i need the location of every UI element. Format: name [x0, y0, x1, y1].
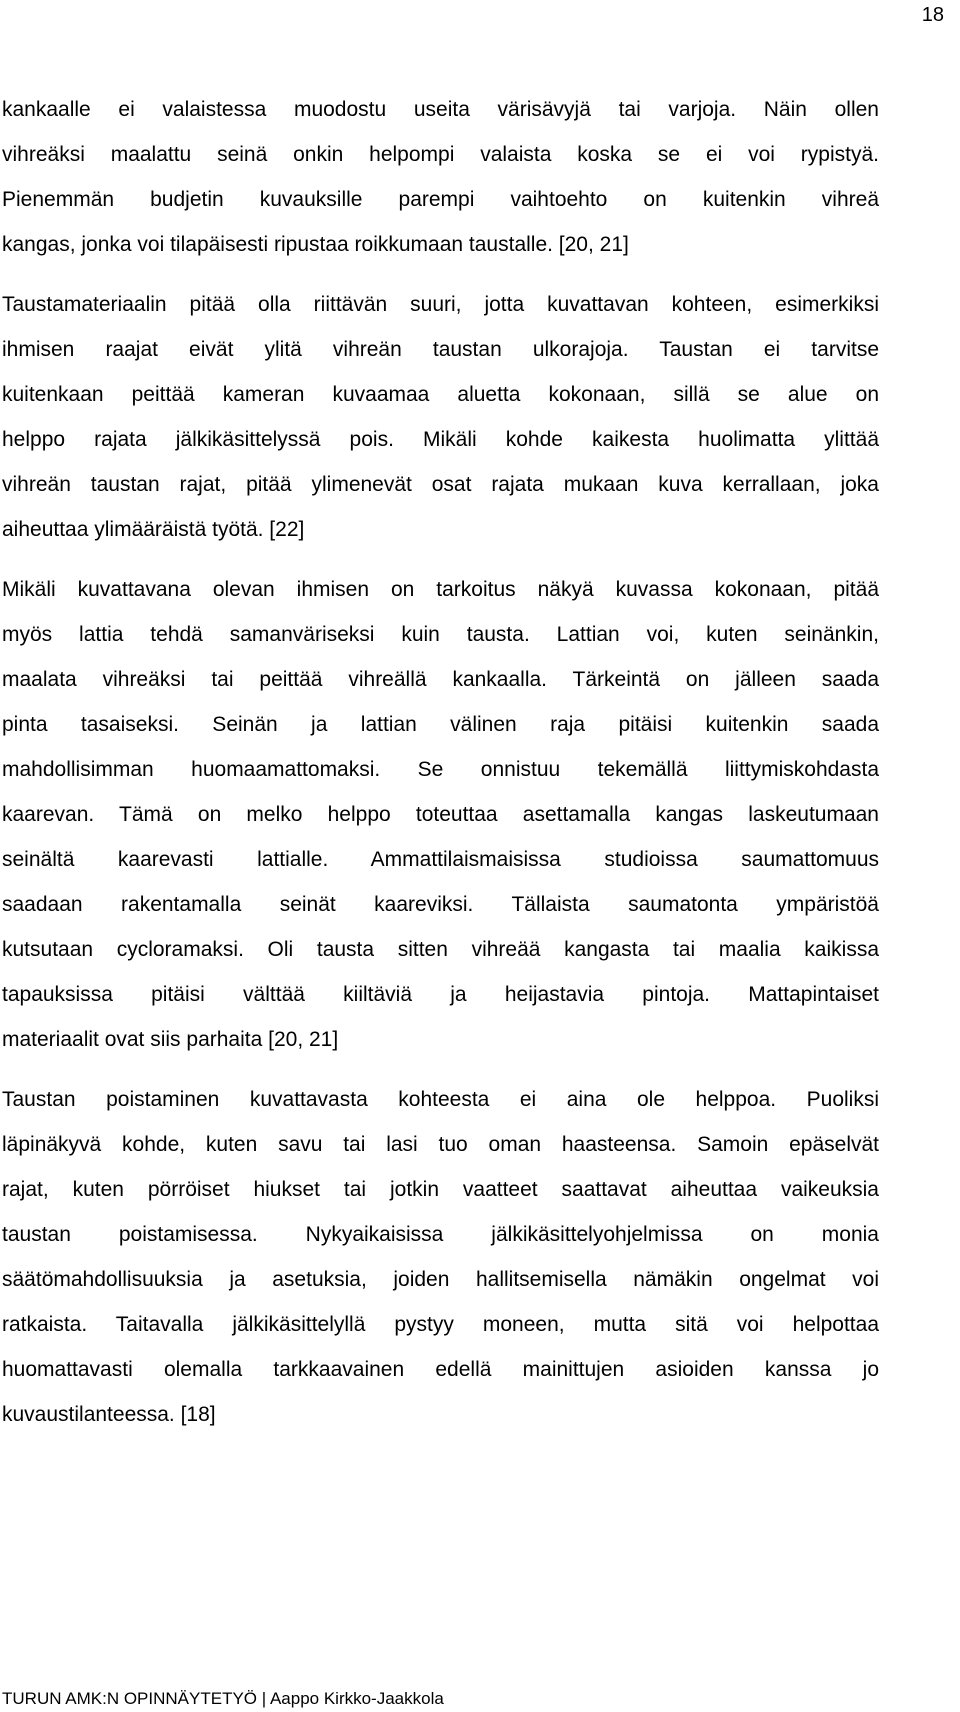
text-line: rajat, kuten pörröiset hiukset tai jotkin vaatteet saattavat aiheuttaa vaikeuksia — [2, 1178, 879, 1201]
text-line: kuitenkaan peittää kameran kuvaamaa aluetta kokonaan, sillä se alue on — [2, 383, 879, 406]
text-line: maalata vihreäksi tai peittää vihreällä kankaalla. Tärkeintä on jälleen saada — [2, 668, 879, 691]
text-line: saadaan rakentamalla seinät kaareviksi. Tällaista saumatonta ympäristöä — [2, 893, 879, 916]
text-line: ratkaista. Taitavalla jälkikäsittelyllä pystyy moneen, mutta sitä voi helpottaa — [2, 1313, 879, 1336]
text-line: pinta tasaiseksi. Seinän ja lattian välinen raja pitäisi kuitenkin saada — [2, 713, 879, 736]
footer: TURUN AMK:N OPINNÄYTETYÖ | Aappo Kirkko-Jaakkola — [2, 1689, 444, 1708]
text-line: kutsutaan cycloramaksi. Oli tausta sitten vihreää kangasta tai maalia kaikissa — [2, 938, 879, 961]
text-line: läpinäkyvä kohde, kuten savu tai lasi tuo oman haasteensa. Samoin epäselvät — [2, 1133, 879, 1156]
text-line: kankaalle ei valaistessa muodostu useita värisävyjä tai varjoja. Näin ollen — [2, 98, 879, 121]
text-line: kuvaustilanteessa. [18] — [2, 1403, 216, 1426]
text-line: Pienemmän budjetin kuvauksille parempi vaihtoehto on kuitenkin vihreä — [2, 188, 879, 211]
text-line: vihreäksi maalattu seinä onkin helpompi valaista koska se ei voi rypistyä. — [2, 143, 879, 166]
text-line: Taustan poistaminen kuvattavasta kohteesta ei aina ole helppoa. Puoliksi — [2, 1088, 879, 1111]
text-line: kaarevan. Tämä on melko helppo toteuttaa asettamalla kangas laskeutumaan — [2, 803, 879, 826]
text-line: aiheuttaa ylimääräistä työtä. [22] — [2, 518, 305, 541]
page-number: 18 — [921, 4, 944, 26]
text-line: ihmisen raajat eivät ylitä vihreän taustan ulkorajoja. Taustan ei tarvitse — [2, 338, 879, 361]
text-line: mahdollisimman huomaamattomaksi. Se onnistuu tekemällä liittymiskohdasta — [2, 758, 879, 781]
text-line: tapauksissa pitäisi välttää kiiltäviä ja heijastavia pintoja. Mattapintaiset — [2, 983, 879, 1006]
text-line: taustan poistamisessa. Nykyaikaisissa jälkikäsittelyohjelmissa on monia — [2, 1223, 879, 1246]
text-line: Taustamateriaalin pitää olla riittävän suuri, jotta kuvattavan kohteen, esimerkiksi — [2, 293, 879, 316]
text-line: seinältä kaarevasti lattialle. Ammattilaismaisissa studioissa saumattomuus — [2, 848, 879, 871]
text-line: säätömahdollisuuksia ja asetuksia, joiden hallitsemisella nämäkin ongelmat voi — [2, 1268, 879, 1291]
text-line: vihreän taustan rajat, pitää ylimenevät osat rajata mukaan kuva kerrallaan, joka — [2, 473, 879, 496]
text-line: helppo rajata jälkikäsittelyssä pois. Mikäli kohde kaikesta huolimatta ylittää — [2, 428, 879, 451]
text-line: huomattavasti olemalla tarkkaavainen edellä mainittujen asioiden kanssa jo — [2, 1358, 879, 1381]
text-line: Mikäli kuvattavana olevan ihmisen on tarkoitus näkyä kuvassa kokonaan, pitää — [2, 578, 879, 601]
text-line: kangas, jonka voi tilapäisesti ripustaa roikkumaan taustalle. [20, 21] — [2, 233, 629, 256]
text-line: materiaalit ovat siis parhaita [20, 21] — [2, 1028, 339, 1051]
text-line: myös lattia tehdä samanväriseksi kuin tausta. Lattian voi, kuten seinänkin, — [2, 623, 879, 646]
